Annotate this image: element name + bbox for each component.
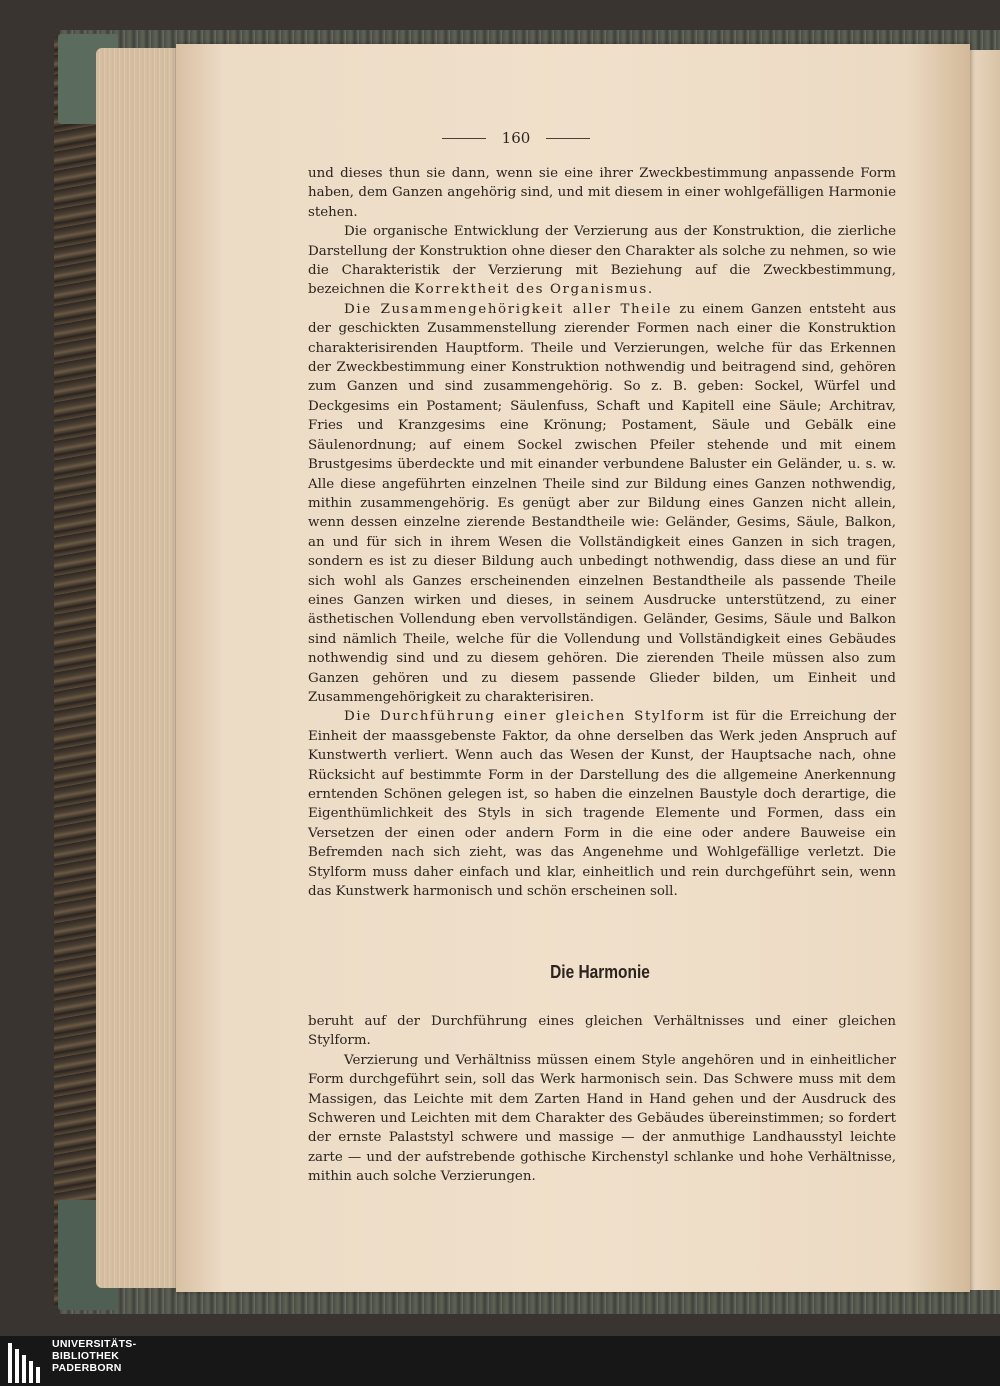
library-logo-text bbox=[52, 1338, 136, 1374]
logo-line-3: PADERBORN bbox=[52, 1362, 122, 1374]
paragraph-4-emphasis: Die Durchführung einer gleichen Stylform bbox=[344, 709, 706, 725]
paragraph-2-text: Die organische Entwicklung der Verzierung aus der Konstruktion, die zierliche Darstellung der Konstruktion ohne dieser den Charakter als solche zu nehmen, so wie die Charakteristik der Verzierung mit Beziehung auf die Zweckbestimmung, bezeichnen die bbox=[308, 224, 896, 298]
page-header bbox=[351, 128, 681, 148]
header-rule-left bbox=[442, 138, 486, 139]
library-footer-bar bbox=[0, 1336, 1000, 1386]
header-rule-right bbox=[546, 138, 590, 139]
logo-bar bbox=[22, 1355, 26, 1383]
paragraph-1: und dieses thun sie dann, wenn sie eine ihrer Zweckbestimmung anpassende Form haben, dem Ganzen angehörig sind, und mit diesem in einer wohlgefälligen Harmonie stehen. bbox=[308, 166, 896, 220]
logo-line-1: UNIVERSITÄTS- bbox=[52, 1338, 137, 1350]
library-logo-icon bbox=[8, 1337, 50, 1383]
page-edges-stack bbox=[96, 48, 186, 1288]
logo-bar bbox=[15, 1349, 19, 1383]
body-text-block-2 bbox=[308, 1012, 896, 1187]
page-number: 160 bbox=[501, 129, 531, 147]
paragraph-3 bbox=[308, 300, 896, 708]
paragraph-5: beruht auf der Durchführung eines gleichen Verhältnisses und einer gleichen Stylform. bbox=[308, 1014, 896, 1049]
logo-line-2: BIBLIOTHEK bbox=[52, 1350, 120, 1362]
paragraph-3-emphasis: Die Zusammengehörigkeit aller Theile bbox=[344, 301, 673, 317]
paragraph-6: Verzierung und Verhältniss müssen einem Style angehören und in einheitlicher Form durchgeführt sein, soll das Werk harmonisch sein. Das Schwere muss mit dem Massigen, das Leichte mit dem Zarten Hand in Hand gehen und der Ausdruck des Schweren und Leichten mit dem Charakter des Gebäudes übereinstimmen; so fordert der ernste Palaststyl schwere und massige — der anmuthige Landhausstyl leichte zarte — und der aufstrebende gothische Kirchenstyl schlanke und hohe Verhältnisse, mithin auch solche Verzierungen. bbox=[308, 1052, 896, 1185]
paragraph-3-text: zu einem Ganzen entsteht aus der geschickten Zusammenstellung zierender Formen nach einer die Konstruktion charakterisirenden Hauptform. Theile und Verzierungen, welche für das Erkennen der Zweckbestimmung einer Konstruktion nothwendig und beitragend sind, gehören zum Ganzen und sind zusammengehörig. So z. B. geben: Sockel, Würfel und Deckgesims ein Postament; Säulenfuss, Schaft und Kapitell eine Säule; Architrav, Fries und Kranzgesims eine Krönung; Postament, Säule und Gebälk eine Säulenordnung; auf einem Sockel zwischen Pfeiler stehende und mit einem Brustgesims überdeckte und mit einander verbundene Baluster ein Geländer, u. s. w. Alle diese angeführten einzelnen Theile sind zur Bildung eines Ganzen nothwendig, mithin zusammengehörig. Es genügt aber zur Bildung eines Ganzen nicht allein, wenn dessen einzelne zierende Bestandtheile wie: Geländer, Gesims, Säule, Balkon, an und für sich in ihrem Wesen die Vollständigkeit eines Ganzen in sich tragen, sondern es ist zu dieser Bildung auch unbedingt nothwendig, dass diese an und für sich wohl als Ganzes erscheinenden einzelnen Bestandtheile als passende Theile eines Ganzen wirken und dieses, in seinem Ausdrucke unterstützend, zu einer ästhetischen Vollendung eben vervollständigen. Geländer, Gesims, Säule und Balkon sind nämlich Theile, welche für die Vollendung und Vollständigkeit eines Gebäudes nothwendig sind und zu diesem gehören. Die zierenden Theile müssen also zum Ganzen gehören und zu diesem passende Glieder bilden, um Einheit und Zusammengehörigkeit zu charakterisiren. bbox=[308, 301, 896, 705]
logo-bar bbox=[29, 1361, 33, 1383]
paragraph-2 bbox=[308, 222, 896, 300]
logo-bar bbox=[36, 1367, 40, 1383]
logo-bar bbox=[8, 1343, 12, 1383]
paragraph-4-text: ist für die Erreichung der Einheit der maassgebenste Faktor, da ohne derselben das Werk jeden Anspruch auf Kunstwerth verliert. Wenn auch das Wesen der Kunst, der Hauptsache nach, ohne Rücksicht auf bestimmte Form in der Darstellung des die allgemeine Anerkennung erntenden Schönen gelegen ist, so haben die einzelnen Baustyle doch derartige, die Eigenthümlichkeit des Styls in sich tragende Elemente und Formen, dass ein Versetzen der einen oder andern Form in die eine oder andere Bauweise ein Befremden nach sich zieht, was das Angenehme und Wohlgefällige verletzt. Die Stylform muss daher einfach und klar, einheitlich und rein durchgeführt sein, wenn das Kunstwerk harmonisch und schön erscheinen soll. bbox=[308, 709, 896, 900]
paragraph-2-emphasis: Korrektheit des Organismus. bbox=[414, 282, 654, 298]
body-text-block-1 bbox=[308, 164, 896, 901]
paragraph-4 bbox=[308, 707, 896, 901]
section-heading: Die Harmonie bbox=[550, 962, 650, 982]
